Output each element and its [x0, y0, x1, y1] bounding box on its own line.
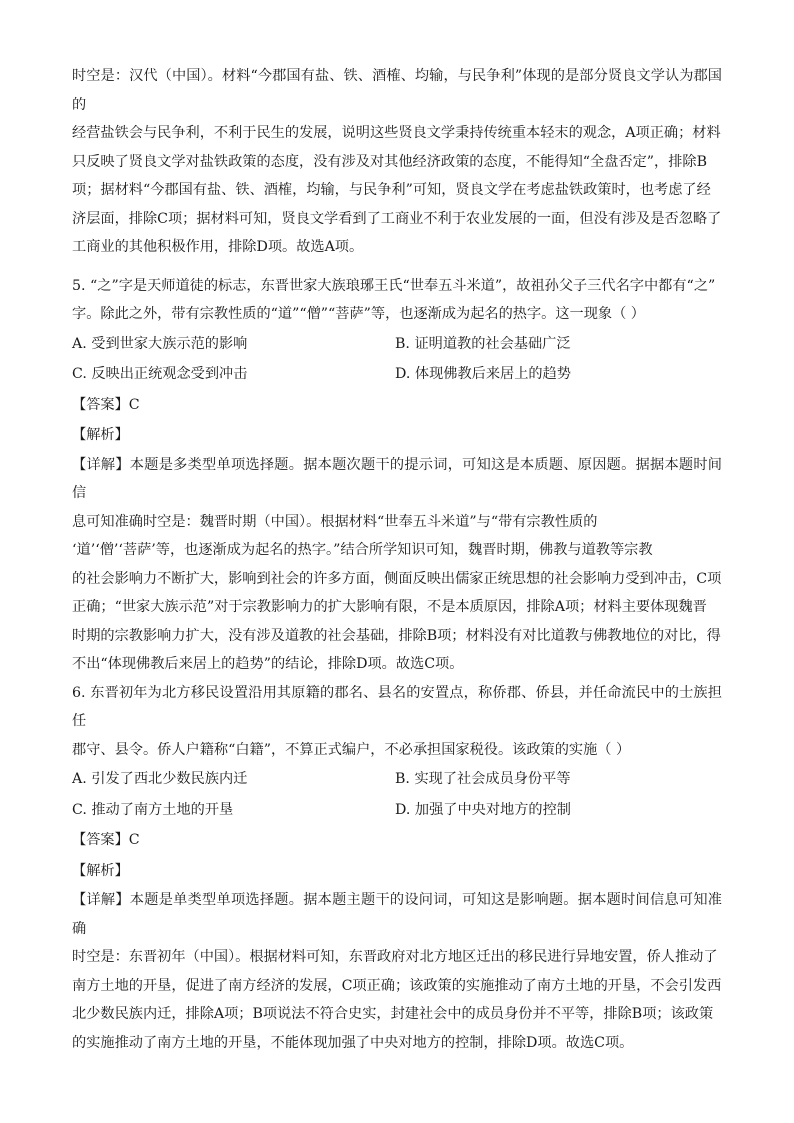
option-b: B. 实现了社会成员身份平等 [395, 771, 571, 787]
option-a: A. 引发了西北少数民族内迁 [72, 771, 248, 787]
detail-line: 南方土地的开垦，促进了南方经济的发展，C项正确；该政策的实施推动了南方土地的开垦，不会引发西 [72, 977, 722, 994]
text-line: 工商业的其他积极作用，排除D项。故选A项。 [72, 239, 364, 255]
text-line: 经营盐铁会与民争利，不利于民生的发展，说明这些贤良文学秉持传统重本轻末的观念，A项正确；材料 [72, 125, 721, 141]
detail-line: 时期的宗教影响力扩大，没有涉及道教的社会基础，排除B项；材料没有对比道教与佛教地位的对比，得 [72, 627, 721, 644]
answer-label: 【答案】C [72, 832, 140, 848]
detail-line: 息可知准确时空是：魏晋时期（中国）。根据材料“世奉五斗米道”与“带有宗教性质的 [72, 513, 598, 530]
options-row [72, 764, 722, 795]
text-line: 只反映了贤良文学对盐铁政策的态度，没有涉及对其他经济政策的态度，不能得知“全盘否定”，排除B [72, 153, 707, 170]
document-page [72, 62, 722, 1057]
options-row [72, 359, 722, 390]
text-line: 时空是：汉代（中国）。材料“今郡国有盐、铁、酒榷、均输，与民争利”体现的是部分贤良文学认为郡国的 [72, 68, 722, 113]
question-5 [72, 272, 722, 679]
analysis-label: 【解析】 [72, 427, 129, 443]
detail-line: 的社会影响力不断扩大，影响到社会的许多方面，侧面反映出儒家正统思想的社会影响力受到冲击，C项 [72, 570, 722, 587]
question-stem-line: 5. “之”字是天师道徒的标志，东晋世家大族琅琊王氏“世奉五斗米道”，故祖孙父子三代名字中都有“之” [72, 277, 716, 294]
option-d: D. 加强了中央对地方的控制 [395, 801, 571, 818]
question-stem-line: 郡守、县令。侨人户籍称“白籍”，不算正式编户，不必承担国家税役。该政策的实施（ ） [72, 741, 631, 758]
question-6 [72, 679, 722, 1058]
option-c: C. 推动了南方土地的开垦 [72, 801, 234, 818]
question-stem-line: 6. 东晋初年为北方移民设置沿用其原籍的郡名、县名的安置点，称侨郡、侨县，并任命流民中的士族担任 [72, 684, 722, 729]
analysis-label: 【解析】 [72, 862, 129, 879]
detail-line: 【详解】本题是单类型单项选择题。据本题主题干的设问词，可知这是影响题。据本题时间信息可知准确 [72, 892, 722, 937]
text-line: 济层面，排除C项；据材料可知，贤良文学看到了工商业不利于农业发展的一面，但没有涉及是否忽略了 [72, 210, 722, 227]
detail-line: 时空是：东晋初年（中国）。根据材料可知，东晋政府对北方地区迁出的移民进行异地安置，侨人推动了 [72, 949, 718, 965]
text-line: 项；据材料“今郡国有盐、铁、酒榷，均输，与民争利”可知，贤良文学在考虑盐铁政策时，也考虑了经 [72, 182, 711, 198]
detail-line: 【详解】本题是多类型单项选择题。据本题次题干的提示词，可知这是本质题、原因题。据据本题时间信 [72, 456, 722, 501]
option-a: A. 受到世家大族示范的影响 [72, 335, 248, 352]
detail-line: 北少数民族内迁，排除A项；B项说法不符合史实，封建社会中的成员身份并不平等，排除B项；该政策 [72, 1006, 714, 1022]
detail-line: ‘道’‘僧’‘菩萨’等，也逐渐成为起名的热字。”结合所学知识可知，魏晋时期，佛教与道教等宗教 [72, 542, 653, 558]
options-row [72, 329, 722, 360]
previous-answer-explanation [72, 62, 722, 262]
detail-line: 不出“体现佛教后来居上的趋势”的结论，排除D项。故选C项。 [72, 656, 464, 672]
option-c: C. 反映出正统观念受到冲击 [72, 366, 248, 382]
detail-line: 正确；“世家大族示范”对于宗教影响力的扩大影响有限，不是本质原因，排除A项；材料主要体现魏晋 [72, 599, 707, 615]
options-row [72, 795, 722, 826]
question-stem-line: 字。除此之外，带有宗教性质的“道”“僧”“菩萨”等，也逐渐成为起名的热字。这一现象（ ） [72, 306, 645, 322]
option-b: B. 证明道教的社会基础广泛 [395, 335, 571, 352]
option-d: D. 体现佛教后来居上的趋势 [395, 366, 571, 382]
detail-line: 的实施推动了南方土地的开垦，不能体现加强了中央对地方的控制，排除D项。故选C项。 [72, 1034, 634, 1051]
answer-label: 【答案】C [72, 396, 140, 413]
